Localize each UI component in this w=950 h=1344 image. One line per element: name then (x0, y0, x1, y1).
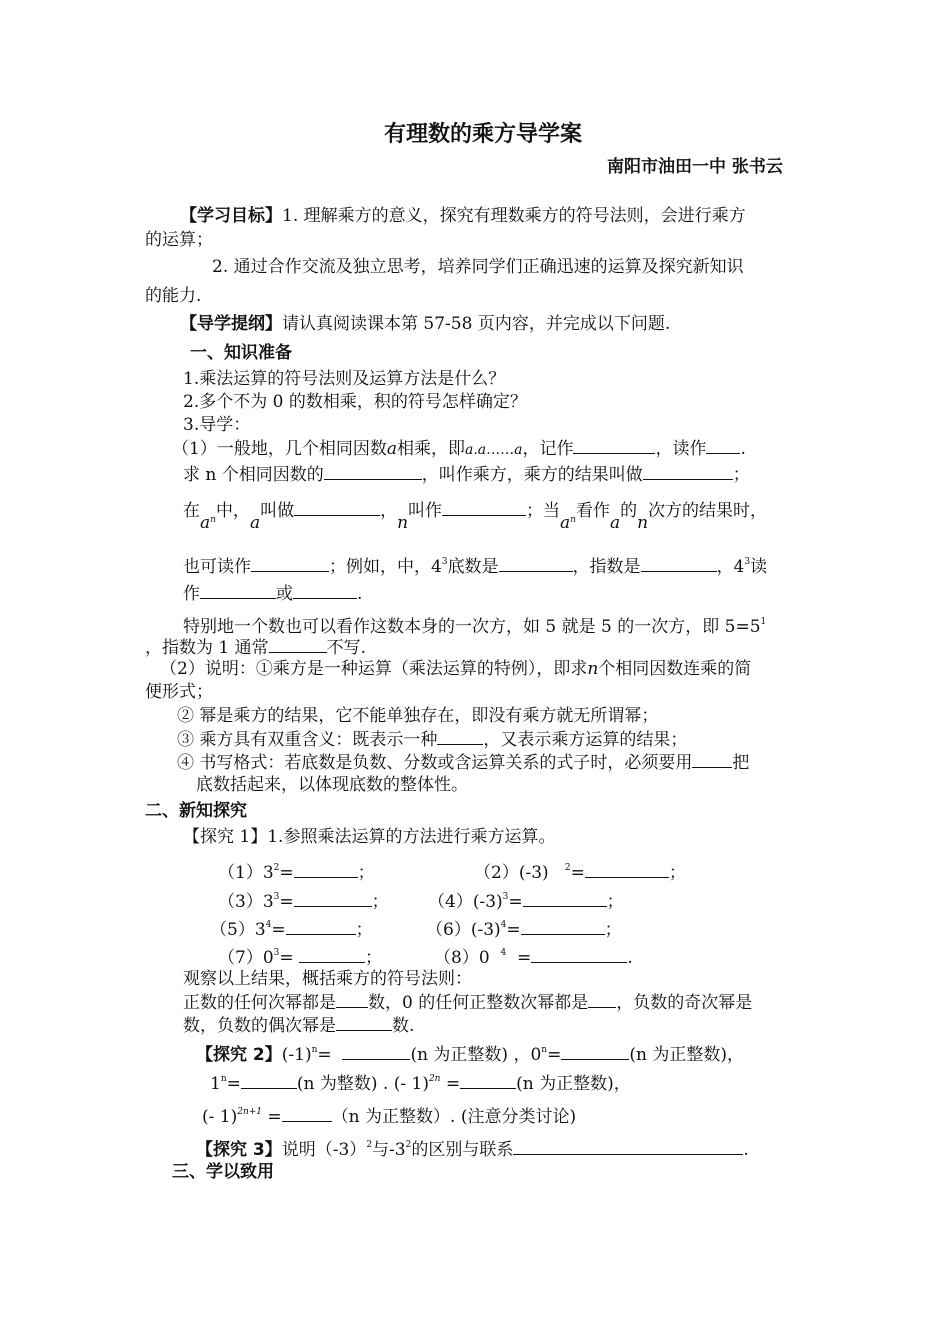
blank[interactable] (342, 1043, 410, 1060)
outline-line (180, 313, 670, 335)
text: (n 为正整数)， (516, 1074, 631, 1094)
blank[interactable] (641, 555, 717, 572)
section-1-heading: 一、知识准备 (190, 343, 292, 363)
expr-product: a.a……a (464, 442, 523, 458)
text: ③ 乘方具有双重含义：既表示一种 (177, 730, 438, 750)
page-title: 有理数的乘方导学案 (384, 122, 583, 147)
text: 次方的结果时， (648, 501, 768, 521)
blank[interactable] (294, 499, 380, 516)
blank[interactable] (269, 636, 327, 653)
guide-line-6 (183, 611, 766, 638)
text: 读 (750, 557, 768, 577)
text: 底数是 (447, 557, 499, 577)
outline-label: 【导学提纲】 (180, 314, 282, 334)
text: ，4 (716, 557, 745, 577)
sup: n (541, 1045, 548, 1055)
text: ，读作 (655, 439, 707, 459)
text: 特别地一个数也可以看作这数本身的一次方，如 5 就是 5 的一次方，即 5=5 (183, 617, 761, 637)
blank[interactable] (588, 991, 616, 1008)
blank[interactable] (293, 582, 357, 599)
text: 把 (732, 753, 750, 773)
text: ，指数为 1 通常 (145, 638, 269, 658)
text: (-1) (281, 1045, 312, 1065)
sup-n: n (210, 515, 216, 525)
blank[interactable] (286, 918, 356, 935)
blank[interactable] (336, 1014, 392, 1031)
var-a: a (386, 439, 397, 459)
explain-line-6: 底数括起来，以体现底数的整体性。 (196, 775, 468, 795)
exercise-2: （2）(-3) $^2$= ； (474, 863, 686, 883)
text: 1 (210, 1074, 221, 1094)
blank[interactable] (561, 1043, 629, 1060)
text: 数，负数的偶次幂是 (183, 1016, 336, 1036)
sup-n: n (570, 515, 576, 525)
text: (n 为正整数)， (629, 1045, 744, 1065)
blank[interactable] (513, 1138, 743, 1155)
text: ，负数的奇次幂是 (616, 993, 753, 1013)
explain-line-5 (177, 751, 749, 774)
exercise-3: $(3)3^3=$ ； (218, 892, 389, 912)
text: ，叫作乘方，乘方的结果叫做 (421, 465, 643, 485)
goals-line-1 (180, 205, 746, 227)
text: 看作 (575, 501, 610, 521)
blank[interactable] (299, 946, 365, 963)
text: ；例如，中，4 (329, 557, 442, 577)
sup: n (311, 1045, 318, 1055)
text: (n 为正整数) ，0 (410, 1045, 542, 1065)
outline-text: 请认真阅读课本第 57-58 页内容，并完成以下问题. (282, 314, 671, 334)
exercise-1: $(1)3^2=$ ； (218, 863, 375, 883)
text: 数，0 的任何正整数次幂都是 (368, 993, 589, 1013)
text: （2）说明：①乘方是一种运算（乘法运算的特例），即求 (160, 659, 588, 679)
blank[interactable] (294, 890, 372, 907)
blank[interactable] (521, 918, 605, 935)
section-3-heading: 三、学以致用 (172, 1162, 274, 1182)
text: 中， (215, 501, 250, 521)
text: 说明（-3） (281, 1140, 367, 1160)
blank[interactable] (241, 1072, 297, 1089)
var-a: a (200, 513, 211, 533)
observe-line: 观察以上结果，概括乘方的符号法则： (183, 969, 472, 989)
text: 个相同因数连乘的简 (598, 659, 752, 679)
text: ，又表示乘方运算的结果； (483, 730, 688, 750)
guide-line-2: 求 n 个相同因数的 ，叫作乘方，乘方的结果叫做 ； (183, 465, 750, 485)
sup: n (220, 1074, 227, 1084)
text: ，指数是 (572, 557, 641, 577)
var-n: n (637, 513, 649, 533)
guide-line-5: 作 或 . (183, 584, 363, 604)
blank[interactable] (706, 437, 740, 454)
text: 相乘，即 (396, 439, 465, 459)
sup: 2n (428, 1074, 441, 1084)
question-1: 1.乘法运算的符号法则及运算方法是什么？ (183, 369, 506, 389)
text: 叫做 (260, 501, 295, 521)
text: 数. (392, 1016, 415, 1036)
text: 在 (183, 501, 200, 521)
question-2: 2.多个不为 0 的数相乘，积的符号怎样确定？ (183, 392, 527, 412)
blank[interactable] (585, 861, 669, 878)
goals-line-3: 2. 通过合作交流及独立思考，培养同学们正确迅速的运算及探究新知识 (212, 257, 744, 277)
blank[interactable] (324, 463, 422, 480)
blank[interactable] (442, 499, 526, 516)
question-3: 3.导学： (183, 415, 251, 435)
text: （1）一般地，几个相同因数 (172, 439, 387, 459)
goals-line-4: 的能力. (145, 286, 202, 306)
text: 叫作 (408, 501, 443, 521)
explain-line-1 (160, 658, 751, 680)
blank[interactable] (251, 555, 329, 572)
author: 南阳市油田一中 张书云 (607, 157, 783, 177)
blank[interactable] (643, 463, 733, 480)
sup: 3 (441, 557, 448, 567)
text: (n 为整数) . (296, 1074, 389, 1094)
text: 或 (276, 584, 293, 604)
text: ；当 (526, 501, 561, 521)
text: 与-3 (372, 1140, 406, 1160)
explore-2-label: 【探究 2】 (196, 1045, 282, 1065)
text: （n 为正整数）. (注意分类讨论) (331, 1107, 577, 1127)
sup: 3 (744, 557, 751, 567)
text: 正数的任何次幂都是 (183, 993, 336, 1013)
blank[interactable] (336, 991, 368, 1008)
exercise-4: $(4)(-3)^3=$ ； (428, 892, 624, 912)
blank[interactable] (692, 751, 732, 768)
blank[interactable] (531, 946, 627, 963)
sup: 2n+1 (237, 1107, 263, 1117)
guide-line-7 (145, 636, 366, 659)
section-2-heading: 二、新知探究 (145, 801, 247, 821)
guide-line-1: （1）一般地，几个相同因数a相乘，即a.a……a，记作 ，读作 . (172, 439, 746, 459)
text: 也可读作 (183, 557, 251, 577)
text: 的区别与联系 (411, 1140, 514, 1160)
guide-line-4 (183, 551, 767, 578)
blank[interactable] (282, 1105, 332, 1122)
text: ④ 书写格式：若底数是负数、分数或含运算关系的式子时，必须要用 (177, 753, 693, 773)
goal-1a: 1. 理解乘方的意义，探究有理数乘方的符号法则，会进行乘方 (282, 206, 746, 226)
var-a: a (560, 513, 571, 533)
blank[interactable] (573, 437, 655, 454)
blank[interactable] (437, 728, 483, 745)
var-n: n (397, 513, 409, 533)
explore-1: 【探究 1】1.参照乘法运算的方法进行乘方运算。 (183, 827, 556, 847)
goals-label: 【学习目标】 (180, 206, 282, 226)
var-n: n (587, 659, 599, 679)
explain-line-3: ② 幂是乘方的结果，它不能单独存在，即没有乘方就无所谓幂； (177, 706, 659, 726)
exercise-6: $(6)(-3)^4=$ ； (426, 920, 622, 940)
var-a: a (609, 513, 621, 533)
text: 不写. (326, 638, 367, 658)
text: (- 1) (393, 1074, 429, 1094)
sup: 1 (760, 617, 767, 627)
rule-line-1 (183, 991, 752, 1014)
text: (- 1) (202, 1107, 238, 1127)
blank[interactable] (499, 555, 573, 572)
blank[interactable] (523, 890, 607, 907)
explain-line-2: 便形式； (145, 682, 213, 702)
sup: 2 (405, 1140, 412, 1150)
text: ，记作 (522, 439, 574, 459)
explore-2-line-2: $1^n= (n$ 为整数) . (- 1)$^{2n}$ = (n 为正整数)， (210, 1074, 631, 1094)
explore-2-line-3: (- 1)$^{2n+1}$ = （n 为正整数）. (注意分类讨论) (202, 1107, 577, 1127)
blank[interactable] (460, 1072, 516, 1089)
sup: 2 (366, 1140, 373, 1150)
rule-line-2 (183, 1014, 414, 1037)
guide-line-3: 在$a^n$中，a叫做 ，n叫作 ；当$a^n$看作a的n次方的结果时， (183, 501, 768, 533)
goals-line-2: 的运算； (145, 230, 213, 250)
explore-2-line-1: 【探究 2】$(-1)^n= (n$ 为正整数) ，$0^n= (n$ 为正整数)， (196, 1045, 744, 1065)
explore-3-line: 【探究 3】说明$(-3)^2$与$-3^2$的区别与联系 . (196, 1140, 749, 1160)
text: 作 (183, 584, 200, 604)
text: 的 (620, 501, 638, 521)
var-a: a (249, 513, 261, 533)
blank[interactable] (200, 582, 276, 599)
explore-3-label: 【探究 3】 (196, 1140, 282, 1160)
blank[interactable] (294, 861, 358, 878)
explain-line-4 (177, 728, 687, 751)
text: 求 n 个相同因数的 (183, 465, 324, 485)
exercise-5: $(5)3^4=$ ； (210, 920, 373, 940)
exercise-7: $(7)0^3=$ ； (218, 948, 383, 968)
exercise-8: （8）0 $^4$ = . (434, 948, 633, 968)
